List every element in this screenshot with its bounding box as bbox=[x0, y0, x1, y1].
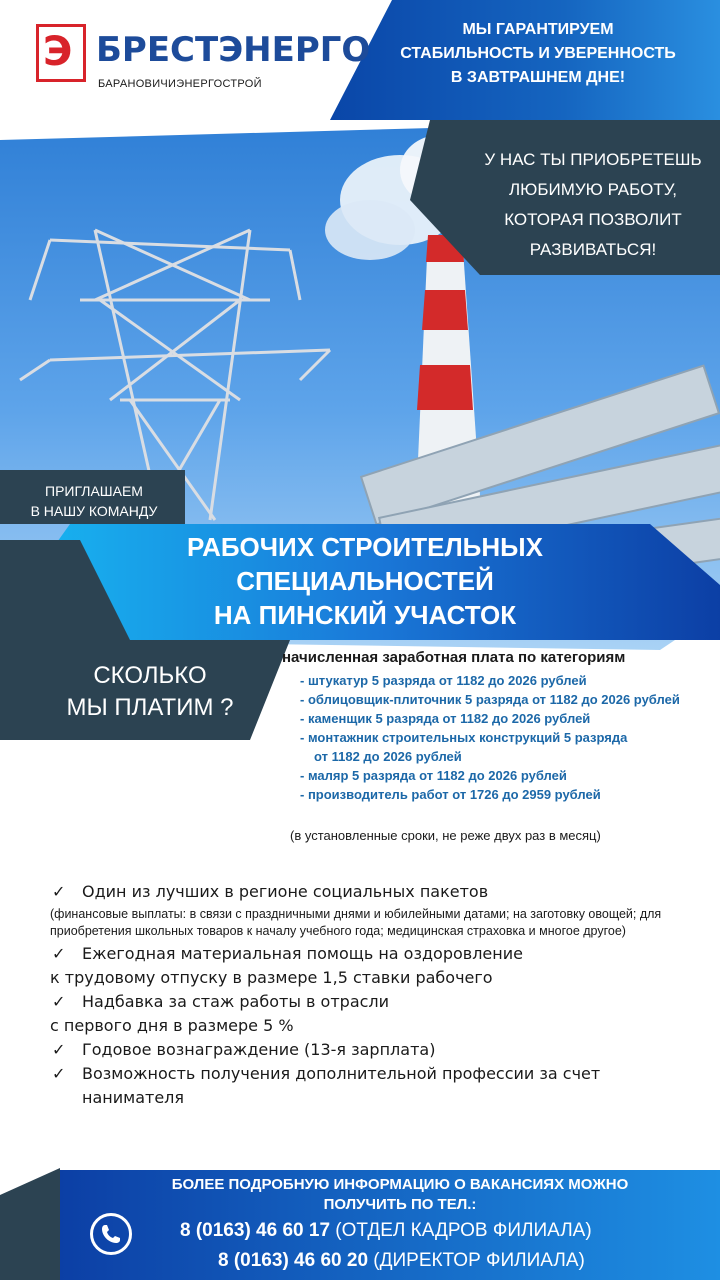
promise-line: ЛЮБИМУЮ РАБОТУ, bbox=[509, 180, 677, 199]
slogan-line: В ЗАВТРАШНЕМ ДНЕ! bbox=[450, 69, 626, 86]
benefit-item bbox=[52, 942, 692, 966]
phone-number[interactable]: 8 (0163) 46 60 20 bbox=[218, 1250, 369, 1271]
phone-number[interactable]: 8 (0163) 46 60 17 bbox=[180, 1220, 331, 1241]
benefits-list bbox=[52, 880, 692, 1110]
invite-text bbox=[14, 481, 174, 521]
contact-slate bbox=[0, 1168, 60, 1280]
title-line: СПЕЦИАЛЬНОСТЕЙ bbox=[236, 566, 494, 596]
benefit-note: (финансовые выплаты: в связи с праздничными днями и юбилейными датами; на заготовку овощей; для приобретения школьных товаров к началу учебного года; медицинская страховка и многое другое) bbox=[50, 907, 662, 938]
brand-subtitle: БАРАНОВИЧИЭНЕРГОСТРОЙ bbox=[98, 78, 262, 90]
invite-line: В НАШУ КОМАНДУ bbox=[30, 503, 158, 519]
salary-item-continued: от 1182 до 2026 рублей bbox=[314, 749, 462, 764]
salary-item: - облицовщик-плиточник 5 разряда от 1182 до 2026 рублей bbox=[300, 692, 680, 707]
salary-item: - монтажник строительных конструкций 5 разряда bbox=[300, 730, 628, 745]
check-icon: ✓ bbox=[52, 882, 66, 901]
benefit-item bbox=[52, 1062, 692, 1110]
contact-line: БОЛЕЕ ПОДРОБНУЮ ИНФОРМАЦИЮ О ВАКАНСИЯХ МОЖНО bbox=[171, 1176, 629, 1193]
check-icon: ✓ bbox=[52, 944, 66, 963]
brand-name: БРЕСТЭНЕРГО bbox=[96, 30, 371, 70]
howmuch-line: СКОЛЬКО bbox=[93, 662, 207, 689]
salary-note: (в установленные сроки, не реже двух раз в месяц) bbox=[290, 828, 601, 843]
promise-text bbox=[478, 145, 708, 265]
benefit-continued: к трудовому отпуску в размере 1,5 ставки рабочего bbox=[50, 968, 493, 987]
phone-icon[interactable] bbox=[90, 1213, 132, 1255]
benefit-text: Годовое вознаграждение (13-я зарплата) bbox=[82, 1040, 436, 1059]
benefit-text: Один из лучших в регионе социальных пакетов bbox=[82, 882, 489, 901]
benefit-item bbox=[52, 880, 692, 904]
logo-letter: Э bbox=[43, 29, 73, 75]
salary-item: - штукатур 5 разряда от 1182 до 2026 рублей bbox=[300, 673, 587, 688]
salary-heading: начисленная заработная плата по категориям bbox=[282, 649, 626, 666]
benefit-text: Ежегодная материальная помощь на оздоровление bbox=[82, 944, 523, 963]
benefit-item bbox=[52, 1038, 692, 1062]
slogan-line: МЫ ГАРАНТИРУЕМ bbox=[462, 21, 614, 38]
promise-line: КОТОРАЯ ПОЗВОЛИТ bbox=[504, 210, 682, 229]
title-line: РАБОЧИХ СТРОИТЕЛЬНЫХ bbox=[187, 532, 543, 562]
salary-list bbox=[300, 671, 720, 804]
invite-line: ПРИГЛАШАЕМ bbox=[45, 483, 143, 499]
benefit-text: Надбавка за стаж работы в отрасли bbox=[82, 992, 390, 1011]
salary-item: - каменщик 5 разряда от 1182 до 2026 рублей bbox=[300, 711, 591, 726]
check-icon: ✓ bbox=[52, 1064, 66, 1083]
salary-item: - маляр 5 разряда от 1182 до 2026 рублей bbox=[300, 768, 567, 783]
contact-heading bbox=[120, 1175, 680, 1215]
check-icon: ✓ bbox=[52, 1040, 66, 1059]
phone-label: (ОТДЕЛ КАДРОВ ФИЛИАЛА) bbox=[330, 1220, 592, 1241]
logo-mark bbox=[36, 24, 86, 82]
phone-label: (ДИРЕКТОР ФИЛИАЛА) bbox=[368, 1250, 585, 1271]
check-icon: ✓ bbox=[52, 992, 66, 1011]
benefit-text: Возможность получения дополнительной профессии за счет нанимателя bbox=[82, 1064, 601, 1107]
contact-line: ПОЛУЧИТЬ ПО ТЕЛ.: bbox=[323, 1196, 477, 1213]
salary-item: - производитель работ от 1726 до 2959 рублей bbox=[300, 787, 601, 802]
benefit-continued: с первого дня в размере 5 % bbox=[50, 1016, 294, 1035]
howmuch-line: МЫ ПЛАТИМ ? bbox=[66, 694, 234, 721]
vacancy-title bbox=[130, 530, 600, 632]
phone-line-hr[interactable] bbox=[180, 1220, 592, 1242]
promise-line: У НАС ТЫ ПРИОБРЕТЕШЬ bbox=[484, 150, 702, 169]
title-line: НА ПИНСКИЙ УЧАСТОК bbox=[213, 600, 517, 630]
promise-line: РАЗВИВАТЬСЯ! bbox=[529, 240, 657, 259]
top-slogan bbox=[368, 18, 708, 90]
slogan-line: СТАБИЛЬНОСТЬ И УВЕРЕННОСТЬ bbox=[400, 45, 676, 62]
benefit-item bbox=[52, 990, 692, 1014]
phone-line-director[interactable] bbox=[218, 1250, 585, 1272]
howmuch-heading bbox=[30, 660, 270, 724]
